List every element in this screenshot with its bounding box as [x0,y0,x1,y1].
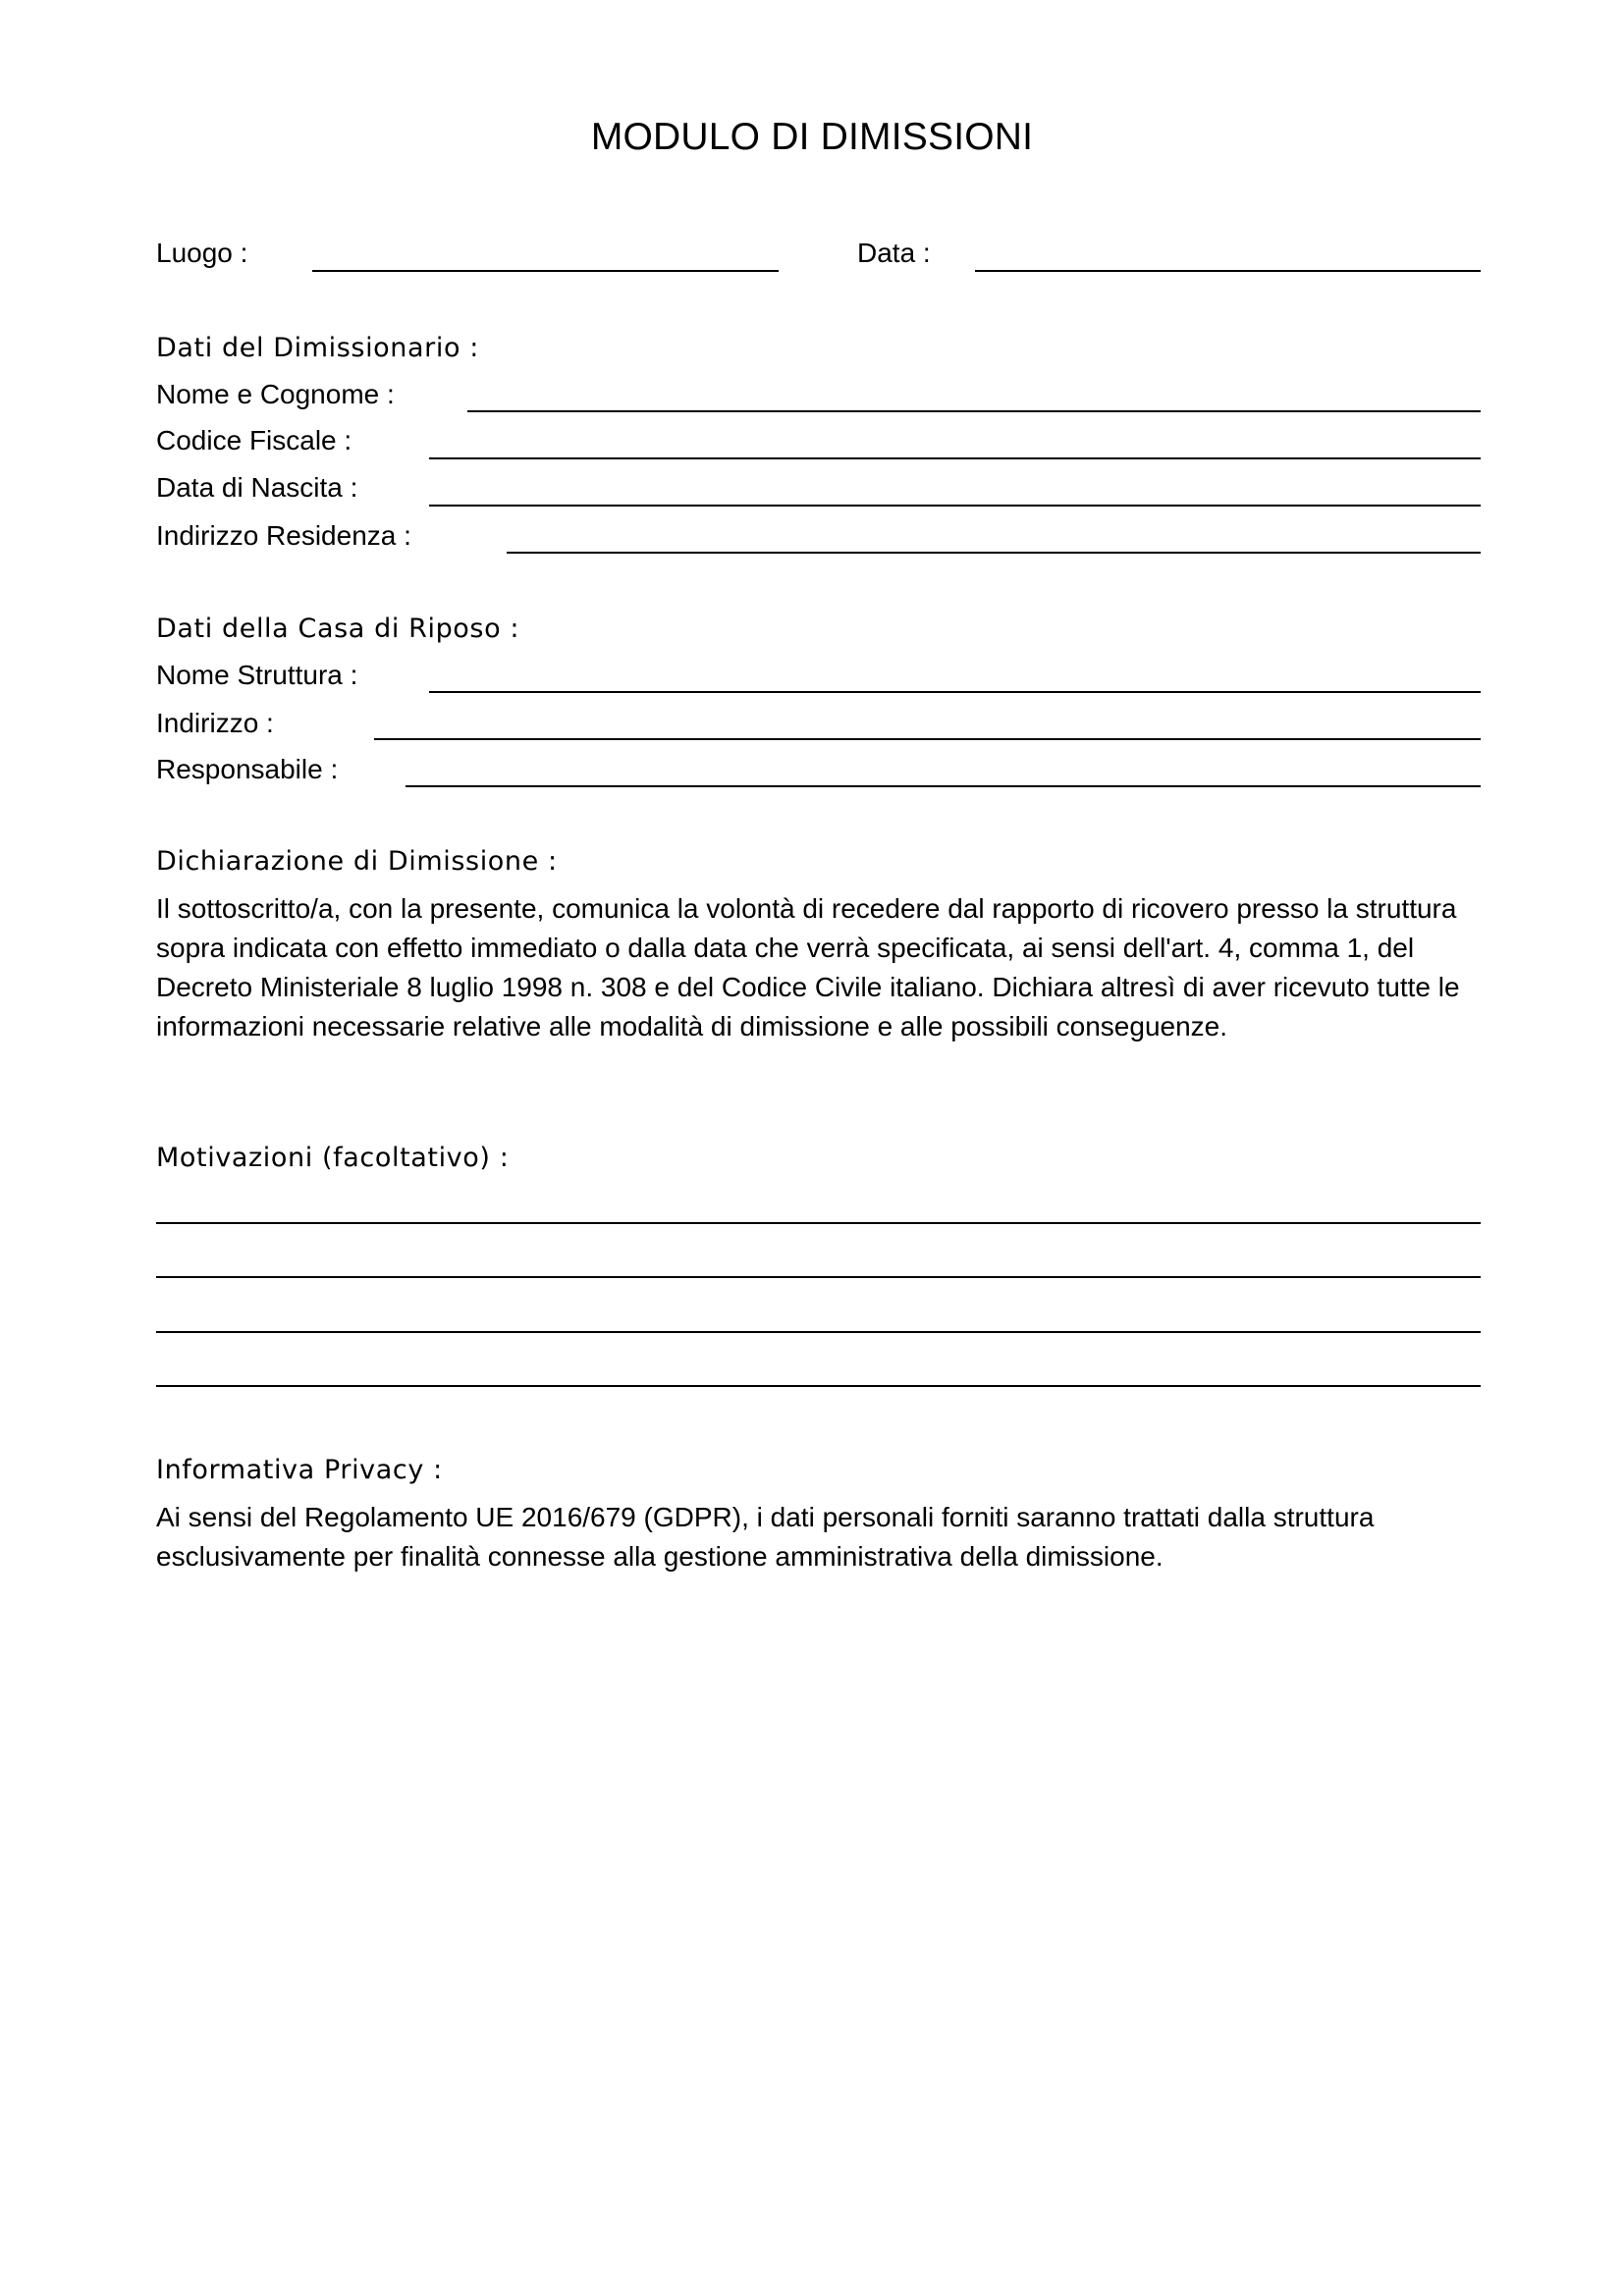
indirizzo-struttura-field-line[interactable] [374,738,1481,740]
nome-struttura-field-line[interactable] [429,691,1481,693]
dichiarazione-line: Il sottoscritto/a, con la presente, comunica la volontà di recedere dal rapporto di ricovero presso la struttura [156,893,1457,924]
nome-cognome-label: Nome e Cognome : [156,379,395,409]
dichiarazione-text [156,889,1491,1046]
privacy-line: esclusivamente per finalità connesse alla gestione amministrativa della dimissione. [156,1541,1164,1572]
motivazioni-line-3[interactable] [156,1331,1481,1333]
page-title: MODULO DI DIMISSIONI [590,116,1034,158]
dichiarazione-line: Decreto Ministeriale 8 luglio 1998 n. 308 e del Codice Civile italiano. Dichiara altresì di aver ricevuto tutte le [156,972,1460,1002]
indirizzo-residenza-field-line[interactable] [507,552,1481,554]
dichiarazione-heading: Dichiarazione di Dimissione : [156,846,558,877]
indirizzo-struttura-label: Indirizzo : [156,708,274,738]
nome-cognome-field-line[interactable] [467,410,1481,412]
privacy-text [156,1498,1491,1576]
luogo-field-line[interactable] [312,270,779,272]
motivazioni-line-2[interactable] [156,1276,1481,1278]
dichiarazione-line: sopra indicata con effetto immediato o dalla data che verrà specificata, ai sensi dell'art. 4, comma 1, del [156,933,1415,963]
privacy-heading: Informativa Privacy : [156,1455,443,1485]
motivazioni-line-4[interactable] [156,1385,1481,1387]
data-nascita-field-line[interactable] [429,505,1481,507]
luogo-label: Luogo : [156,238,248,268]
responsabile-label: Responsabile : [156,754,339,784]
dimissionario-heading: Dati del Dimissionario : [156,333,479,363]
data-nascita-label: Data di Nascita : [156,472,358,503]
indirizzo-residenza-label: Indirizzo Residenza : [156,520,411,551]
privacy-line: Ai sensi del Regolamento UE 2016/679 (GDPR), i dati personali forniti saranno trattati dalla struttura [156,1502,1375,1532]
codice-fiscale-field-line[interactable] [429,457,1481,459]
data-field-line[interactable] [975,270,1481,272]
codice-fiscale-label: Codice Fiscale : [156,425,352,455]
responsabile-field-line[interactable] [406,785,1481,787]
nome-struttura-label: Nome Struttura : [156,660,358,690]
motivazioni-heading: Motivazioni (facoltativo) : [156,1143,510,1173]
casa-riposo-heading: Dati della Casa di Riposo : [156,614,520,644]
dichiarazione-line: informazioni necessarie relative alle modalità di dimissione e alle possibili conseguenze. [156,1011,1228,1041]
data-label: Data : [857,238,931,268]
motivazioni-line-1[interactable] [156,1222,1481,1224]
